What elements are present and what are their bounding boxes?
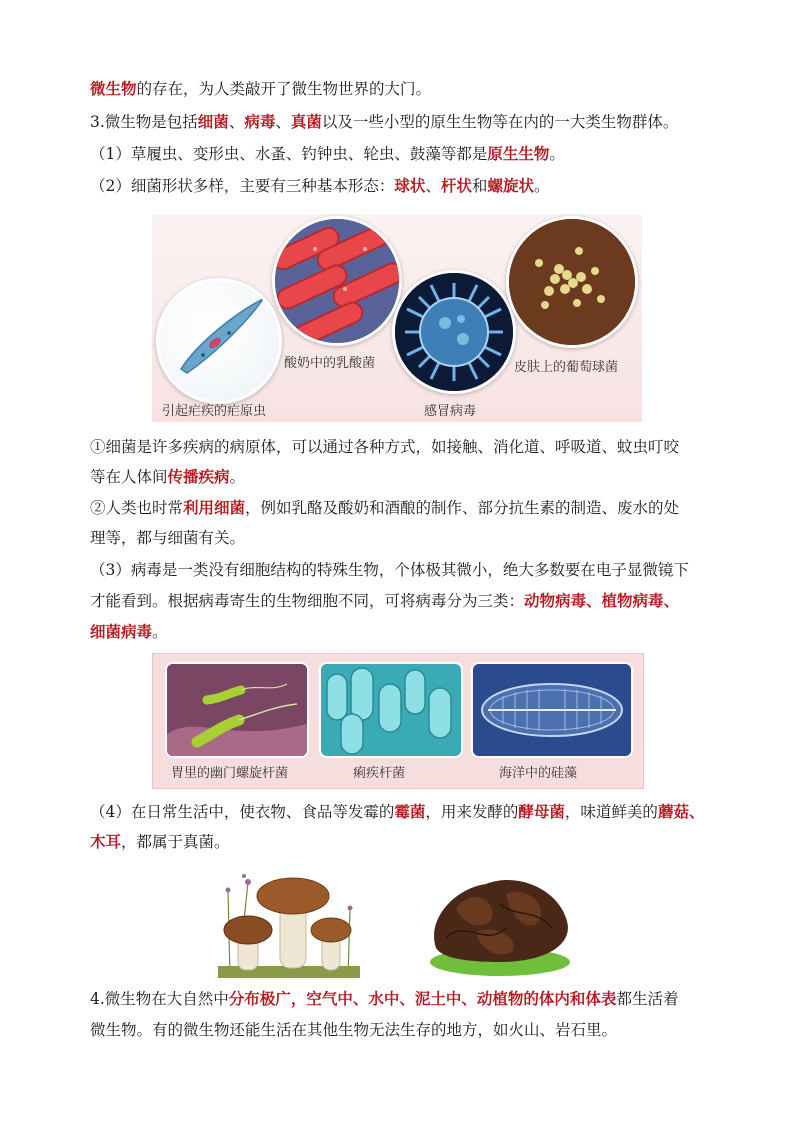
text: 都生活着 — [616, 990, 679, 1008]
term-mushroom: 蘑菇 — [657, 802, 689, 821]
staphylococcus-image — [506, 216, 638, 348]
point-bacteria-use-2 — [90, 527, 245, 549]
term-use-bacteria: 利用细菌 — [183, 498, 246, 517]
text: 、 — [399, 989, 415, 1008]
term-virus: 病毒 — [244, 112, 276, 131]
text: 、 — [425, 177, 441, 195]
text: 的存在，为人类敲开了微生物世界的大门。 — [136, 80, 432, 98]
point-bacteria-use-1 — [90, 497, 679, 519]
point-3-3-line-3 — [90, 621, 168, 643]
text: ，味道鲜美的 — [564, 803, 658, 821]
term-widely-distributed: 分布极广 — [228, 989, 291, 1008]
text: 、 — [228, 113, 245, 131]
figure-microbes — [152, 214, 642, 422]
text: ，例如乳酪及酸奶和酒酿的制作、部分抗生素的制造、废水的处 — [245, 499, 680, 517]
caption-flu: 感冒病毒 — [424, 404, 477, 419]
point-bacteria-disease-1 — [90, 436, 679, 458]
term-spherical: 球状 — [394, 176, 426, 195]
text: 3.微生物是包括 — [90, 113, 198, 131]
figure-bacteria-examples — [152, 653, 644, 789]
dysentery-bacillus-image — [319, 662, 463, 758]
text: ， — [290, 989, 307, 1008]
term-wood-ear: 木耳 — [90, 832, 122, 851]
point-3-4-line-2 — [90, 831, 230, 853]
parasite-image — [156, 278, 282, 404]
text: 、 — [663, 591, 680, 610]
text: 和 — [471, 177, 488, 195]
point-bacteria-disease-2 — [90, 466, 245, 488]
term-microorganism: 微生物 — [90, 79, 137, 98]
text: 微生物。有的微生物还能生活在其他生物无法生存的地方，如火山、岩石里。 — [90, 1021, 618, 1039]
caption-parasite: 引起疟疾的疟原虫 — [162, 404, 267, 419]
diatom-image — [471, 662, 633, 758]
helicobacter-image — [165, 662, 309, 758]
text: 、 — [352, 989, 369, 1008]
lactic-bacteria-image — [272, 216, 402, 346]
text-line-0 — [90, 78, 431, 100]
term-plant-virus: 植物病毒 — [601, 591, 664, 610]
text: （1）草履虫、变形虫、水蚤、钓钟虫、轮虫、鼓藻等都是 — [90, 145, 488, 163]
term-bacteria: 细菌 — [197, 112, 229, 131]
text: ，用来发酵的 — [425, 803, 519, 821]
term-soil: 泥土中 — [414, 989, 462, 1008]
caption-staph: 皮肤上的葡萄球菌 — [514, 360, 619, 375]
text: 、 — [688, 802, 705, 821]
text: ②人类也时常 — [90, 499, 184, 517]
term-spread-disease: 传播疾病 — [167, 467, 230, 486]
text: 理等，都与细菌有关。 — [90, 529, 246, 547]
point-3-3-line-1 — [90, 559, 689, 581]
mushroom-photo — [218, 860, 360, 978]
text: 。 — [549, 145, 565, 163]
wood-ear-photo — [416, 858, 584, 980]
term-organisms: 动植物的体内和体表 — [476, 989, 617, 1008]
term-bacteriophage: 细菌病毒 — [90, 622, 153, 641]
point-3-heading — [90, 111, 678, 133]
term-rod: 杆状 — [440, 176, 472, 195]
point-3-4-line-1 — [90, 801, 704, 823]
text: （3）病毒是一类没有细胞结构的特殊生物，个体极其微小，绝大多数要在电子显微镜下 — [90, 561, 689, 579]
term-protist: 原生生物 — [487, 144, 550, 163]
point-4-line-2 — [90, 1019, 617, 1041]
point-3-2 — [90, 175, 549, 197]
caption-helicobacter: 胃里的幽门螺旋杆菌 — [171, 766, 289, 781]
term-water: 水中 — [368, 989, 400, 1008]
text: （4）在日常生活中，使衣物、食品等发霉的 — [90, 803, 395, 821]
text: 才能看到。根据病毒寄生的生物细胞不同，可将病毒分为三类： — [90, 592, 525, 610]
term-fungi: 真菌 — [290, 112, 322, 131]
caption-diatom: 海洋中的硅藻 — [499, 766, 578, 781]
point-3-1 — [90, 143, 565, 165]
term-mold: 霉菌 — [394, 802, 426, 821]
point-3-3-line-2 — [90, 590, 679, 612]
term-yeast: 酵母菌 — [518, 802, 565, 821]
text: 、 — [586, 591, 602, 610]
flu-virus-image — [392, 270, 516, 394]
text: 。 — [152, 623, 168, 641]
term-animal-virus: 动物病毒 — [524, 591, 587, 610]
text: 。 — [533, 177, 550, 195]
text: 、 — [275, 113, 291, 131]
point-4-line-1 — [90, 988, 678, 1010]
text: ，都属于真菌。 — [121, 833, 230, 851]
text: 、 — [461, 989, 477, 1008]
caption-lactic: 酸奶中的乳酸菌 — [284, 356, 376, 371]
text: 以及一些小型的原生生物等在内的一大类生物群体。 — [321, 113, 679, 131]
term-spiral: 螺旋状 — [487, 176, 534, 195]
text: 4.微生物在大自然中 — [90, 990, 229, 1008]
caption-dysentery: 痢疾杆菌 — [353, 766, 406, 781]
text: （2）细菌形状多样，主要有三种基本形态： — [90, 177, 395, 195]
text: 等在人体间 — [90, 468, 168, 486]
text: ①细菌是许多疾病的病原体，可以通过各种方式，如接触、消化道、呼吸道、蚊虫叮咬 — [90, 438, 680, 456]
text: 。 — [229, 468, 246, 486]
term-air: 空气中 — [306, 989, 353, 1008]
